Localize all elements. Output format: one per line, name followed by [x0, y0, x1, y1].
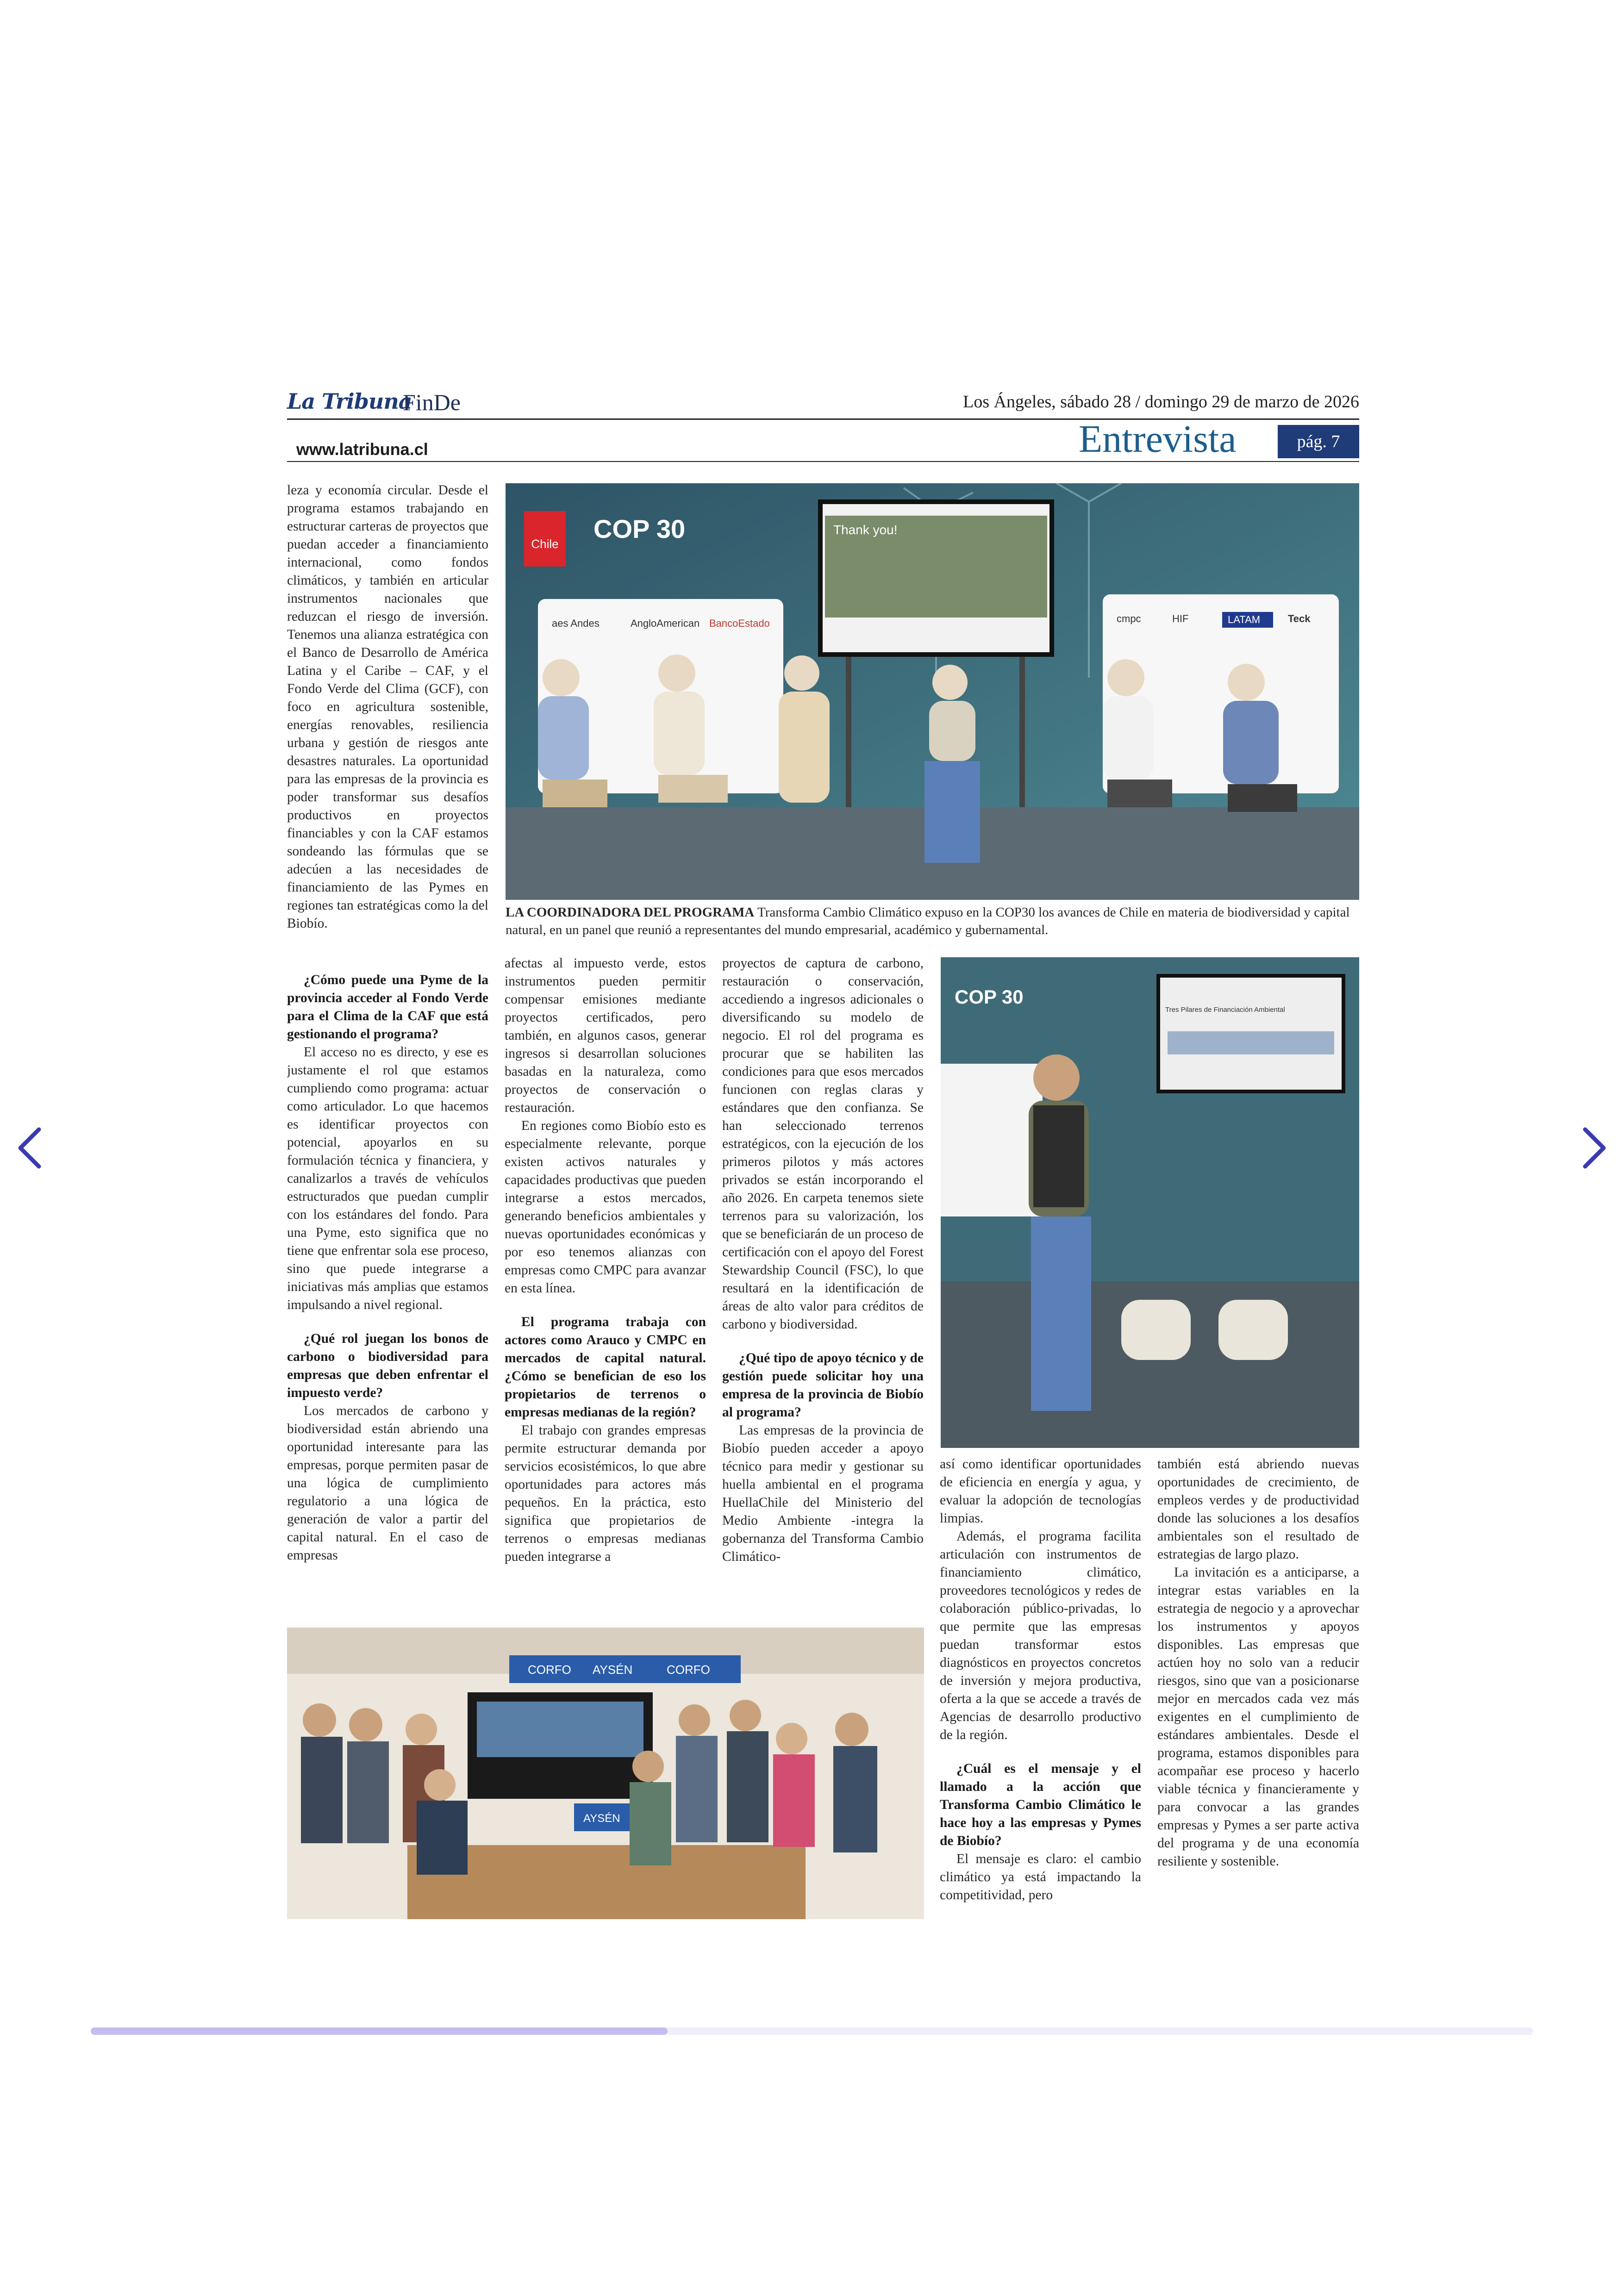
question: ¿Qué tipo de apoyo técnico y de gestión puede solicitar hoy una empresa de la provincia de Biobío al programa?: [722, 1351, 924, 1420]
sponsor-label: BancoEstado: [709, 617, 770, 629]
photo-caption: [506, 904, 1359, 939]
sponsor-label: cmpc: [1117, 613, 1141, 624]
sponsor-label: aes Andes: [552, 617, 600, 629]
paragraph: también está abriendo nuevas oportunidades de crecimiento, de empleos verdes y de productividad donde las soluciones a los desafíos ambientales son el resultado de estrategias de largo plazo.: [1157, 1457, 1359, 1562]
cop30-logo-text: COP 30: [955, 986, 1024, 1008]
brand-logo: La Tribuna: [287, 389, 412, 414]
group-illustration: [287, 1628, 924, 1919]
dateline: Los Ángeles, sábado 28 / domingo 29 de marzo de 2026: [963, 392, 1359, 412]
reading-progress-bar[interactable]: [91, 2027, 1533, 2035]
next-page-button[interactable]: [1567, 1120, 1618, 1176]
paragraph: La invitación es a anticiparse, a integrar estas variables en la estrategia de negocio y a aprovechar los instrumentos y apoyos disponibles. Las empresas que actúen hoy no solo van a reducir riesgos, sino que van a posicionarse mejor en mercados cada vez más exigentes en el cumplimiento de estándares ambientales. Desde el programa, estamos disponibles para acompañar ese proceso y hacerlo viable técnica y financieramente y para convocar a las grandes empresas y Pymes a ser parte activa del programa y de una economía resiliente y sostenible.: [1157, 1565, 1359, 1869]
website-url: www.latribuna.cl: [296, 440, 428, 459]
article-column-5: [1157, 1455, 1359, 1918]
page-number-badge: pág. 7: [1278, 425, 1359, 458]
group-photo: [287, 1628, 924, 1919]
article-column-1-bottom: [287, 971, 488, 1610]
caption-text: Transforma Cambio Climático expuso en la COP30 los avances de Chile en materia de biodiversidad y capital natural, en un panel que reunió a representantes del mundo empresarial, académico y gubernamental.: [506, 905, 1350, 937]
article-column-3: [722, 954, 924, 1610]
section-rule: [287, 461, 1359, 462]
question: El programa trabaja con actores como Arauco y CMPC en mercados de capital natural. ¿Cómo se benefician de eso los propietarios de terrenos o empresas medianas de la región?: [505, 1315, 706, 1420]
question: ¿Cuál es el mensaje y el llamado a la acción que Transforma Cambio Climático le hace hoy a las empresas y Pymes de Biobío?: [940, 1761, 1141, 1848]
paragraph: El acceso no es directo, y ese es justamente el rol que estamos cumpliendo como programa: actuar como articulador. Lo que hacemos es identificar proyectos con potencial, apoyarlos en su formulación técnica y financiera, y canalizarlos a través de vehículos estructurados que puedan cumplir con los estándares del fondo. Para una Pyme, esto significa que no tiene que enfrentar sola ese proceso, sino que puede integrarse a iniciativas más amplias que estamos impulsando a nivel regional.: [287, 1045, 488, 1312]
article-column-1-top: [287, 481, 488, 958]
article-column-2: [505, 954, 706, 1610]
previous-page-button[interactable]: [6, 1120, 57, 1176]
banner-label: AYSÉN: [583, 1812, 620, 1825]
screen-title-text: Tres Pilares de Financiación Ambiental: [1165, 1006, 1285, 1014]
chevron-left-icon: [6, 1120, 57, 1176]
paragraph: Además, el programa facilita articulación con instrumentos de financiamiento climático, proveedores tecnológicos y redes de colaboración público-privadas, lo que permite que las empresas puedan transformar estos diagnósticos en proyectos concretos de inversión y mejora productiva, oferta a la que se accede a través de Agencias de desarrollo productivo de la región.: [940, 1529, 1141, 1742]
cop30-logo-text: COP 30: [593, 514, 686, 543]
cop30-panel-photo: [506, 483, 1359, 900]
paragraph: En regiones como Biobío esto es especialmente relevante, porque existen activos naturales y capacidades productivas que pueden integrarse a estos mercados, generando beneficios ambientales y nuevas oportunidades económicas y por eso tenemos alianzas con empresas como CMPC para avanzar en esta línea.: [505, 1118, 706, 1296]
caption-lead: LA COORDINADORA DEL PROGRAMA: [506, 905, 755, 920]
chile-logo-text: Chile: [531, 537, 559, 551]
sponsor-label: Teck: [1288, 613, 1311, 624]
banner-label: CORFO: [528, 1663, 571, 1677]
sponsor-label: HIF: [1172, 613, 1189, 624]
cop30-panel-illustration: [506, 483, 1359, 900]
banner-label: AYSÉN: [593, 1663, 633, 1677]
banner-label: CORFO: [667, 1663, 710, 1677]
paragraph: así como identificar oportunidades de eficiencia en energía y agua, y evaluar la adopción de tecnologías limpias.: [940, 1457, 1141, 1526]
screen-thank-you-text: Thank you!: [833, 523, 898, 537]
speaker-illustration: [941, 957, 1359, 1448]
speaker-photo: [941, 957, 1359, 1448]
chevron-right-icon: [1567, 1120, 1618, 1176]
paragraph: El trabajo con grandes empresas permite estructurar demanda por servicios ecosistémicos, lo que abre oportunidades para actores más pequeños. En la práctica, esto significa que propietarios de terrenos o empresas medianas pueden integrarse a: [505, 1423, 706, 1564]
question: ¿Cómo puede una Pyme de la provincia acceder al Fondo Verde para el Clima de la CAF que está gestionando el programa?: [287, 973, 488, 1041]
paragraph: leza y economía circular. Desde el programa estamos trabajando en estructurar carteras de proyectos que puedan acceder a financiamiento internacional, como fondos climáticos, y también en articular instrumentos nacionales que reduzcan el riesgo de inversión. Tenemos una alianza estratégica con el Banco de Desarrollo de América Latina y el Caribe – CAF, y el Fondo Verde del Clima (GCF), con foco en agricultura sostenible, energías renovables, resiliencia urbana y gestión de riesgos ante desastres naturales. La oportunidad para las empresas de la provincia es poder transformar sus desafíos productivos en proyectos financiables y con la CAF estamos sondeando las fórmulas que se adecúen a las necesidades de financiamiento de las Pymes en regiones tan estratégicas como la del Biobío.: [287, 483, 488, 931]
paragraph: afectas al impuesto verde, estos instrumentos pueden permitir compensar emisiones mediante proyectos certificados, pero también, en algunos casos, generar ingresos si desarrollan soluciones basadas en la naturaleza, como proyectos de conservación o restauración.: [505, 956, 706, 1115]
reading-progress-fill: [91, 2027, 668, 2035]
article-column-4: [940, 1455, 1141, 1918]
brand-subtitle: FinDe: [403, 389, 461, 415]
newspaper-page: [287, 389, 1359, 1921]
masthead: [287, 389, 1359, 417]
sponsor-label: AngloAmerican: [631, 617, 700, 629]
paragraph: Los mercados de carbono y biodiversidad están abriendo una oportunidad interesante para las empresas, porque permiten pasar de una lógica de cumplimiento regulatorio a una lógica de generación de valor a partir del capital natural. En el caso de empresas: [287, 1403, 488, 1563]
sponsor-label: LATAM: [1228, 614, 1261, 625]
section-title: Entrevista: [1079, 418, 1237, 461]
paragraph: El mensaje es claro: el cambio climático ya está impactando la competitividad, pero: [940, 1852, 1141, 1902]
paragraph: proyectos de captura de carbono, restauración o conservación, accediendo a ingresos adicionales o diversificando su modelo de negocio. El rol del programa es procurar que se habiliten las condiciones para que esos mercados funcionen con reglas claras y estándares que den confianza. Se han seleccionado terrenos estratégicos, con la ejecución de los primeros pilotos y más actores privados se están incorporando el año 2026. En carpeta tenemos siete terrenos para su valorización, los que se beneficiarán de un proceso de certificación con el apoyo del Forest Stewardship Council (FSC), lo que resultará en la identificación de áreas de alto valor para créditos de carbono y biodiversidad.: [722, 956, 924, 1332]
paragraph: Las empresas de la provincia de Biobío pueden acceder a apoyo técnico para medir y gestionar su huella ambiental en el programa HuellaChile del Ministerio del Medio Ambiente -integra la gobernanza del Transforma Cambio Climático-: [722, 1423, 924, 1564]
question: ¿Qué rol juegan los bonos de carbono o biodiversidad para empresas que deben enfrentar el impuesto verde?: [287, 1331, 488, 1400]
